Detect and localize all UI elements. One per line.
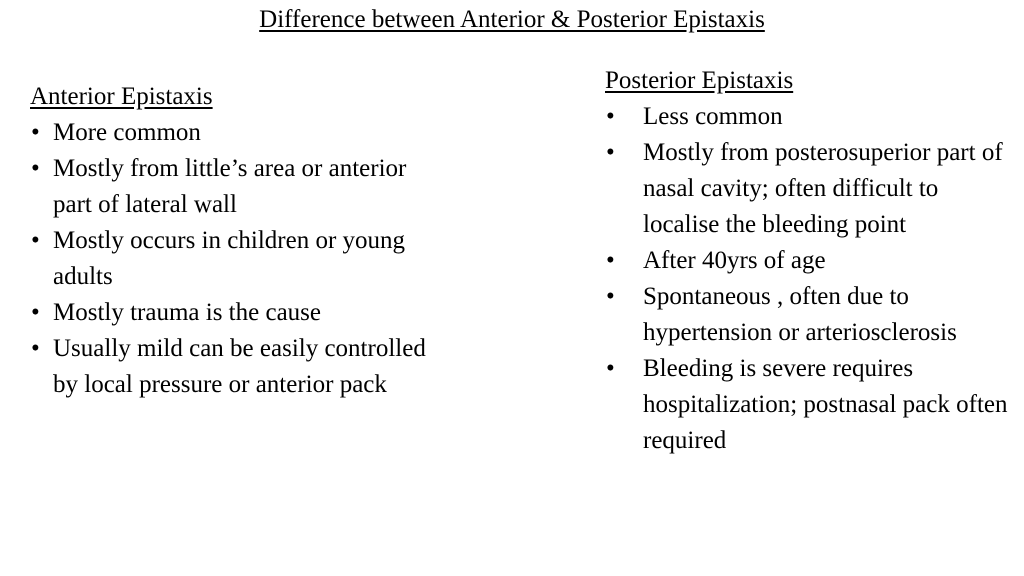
slide-title: Difference between Anterior & Posterior Epistaxis — [259, 6, 765, 33]
list-item: • Mostly occurs in children or young adults — [30, 223, 450, 295]
anterior-list — [30, 115, 450, 403]
list-item: • Spontaneous , often due to hypertension or arteriosclerosis — [605, 279, 1015, 351]
posterior-list — [605, 99, 1015, 459]
posterior-heading: Posterior Epistaxis — [605, 67, 794, 94]
list-item: • Less common — [605, 99, 1015, 135]
list-item: • Usually mild can be easily controlled by local pressure or anterior pack — [30, 331, 450, 403]
anterior-column — [30, 79, 450, 403]
list-item: • Mostly trauma is the cause — [30, 295, 450, 331]
list-item: • Mostly from little’s area or anterior part of lateral wall — [30, 151, 450, 223]
list-item: • Bleeding is severe requires hospitalization; postnasal pack often required — [605, 351, 1015, 459]
posterior-column — [605, 63, 1015, 459]
list-item: • More common — [30, 115, 450, 151]
anterior-heading: Anterior Epistaxis — [30, 83, 213, 110]
list-item: • After 40yrs of age — [605, 243, 1015, 279]
list-item: • Mostly from posterosuperior part of nasal cavity; often difficult to localise the bleeding point — [605, 135, 1015, 243]
